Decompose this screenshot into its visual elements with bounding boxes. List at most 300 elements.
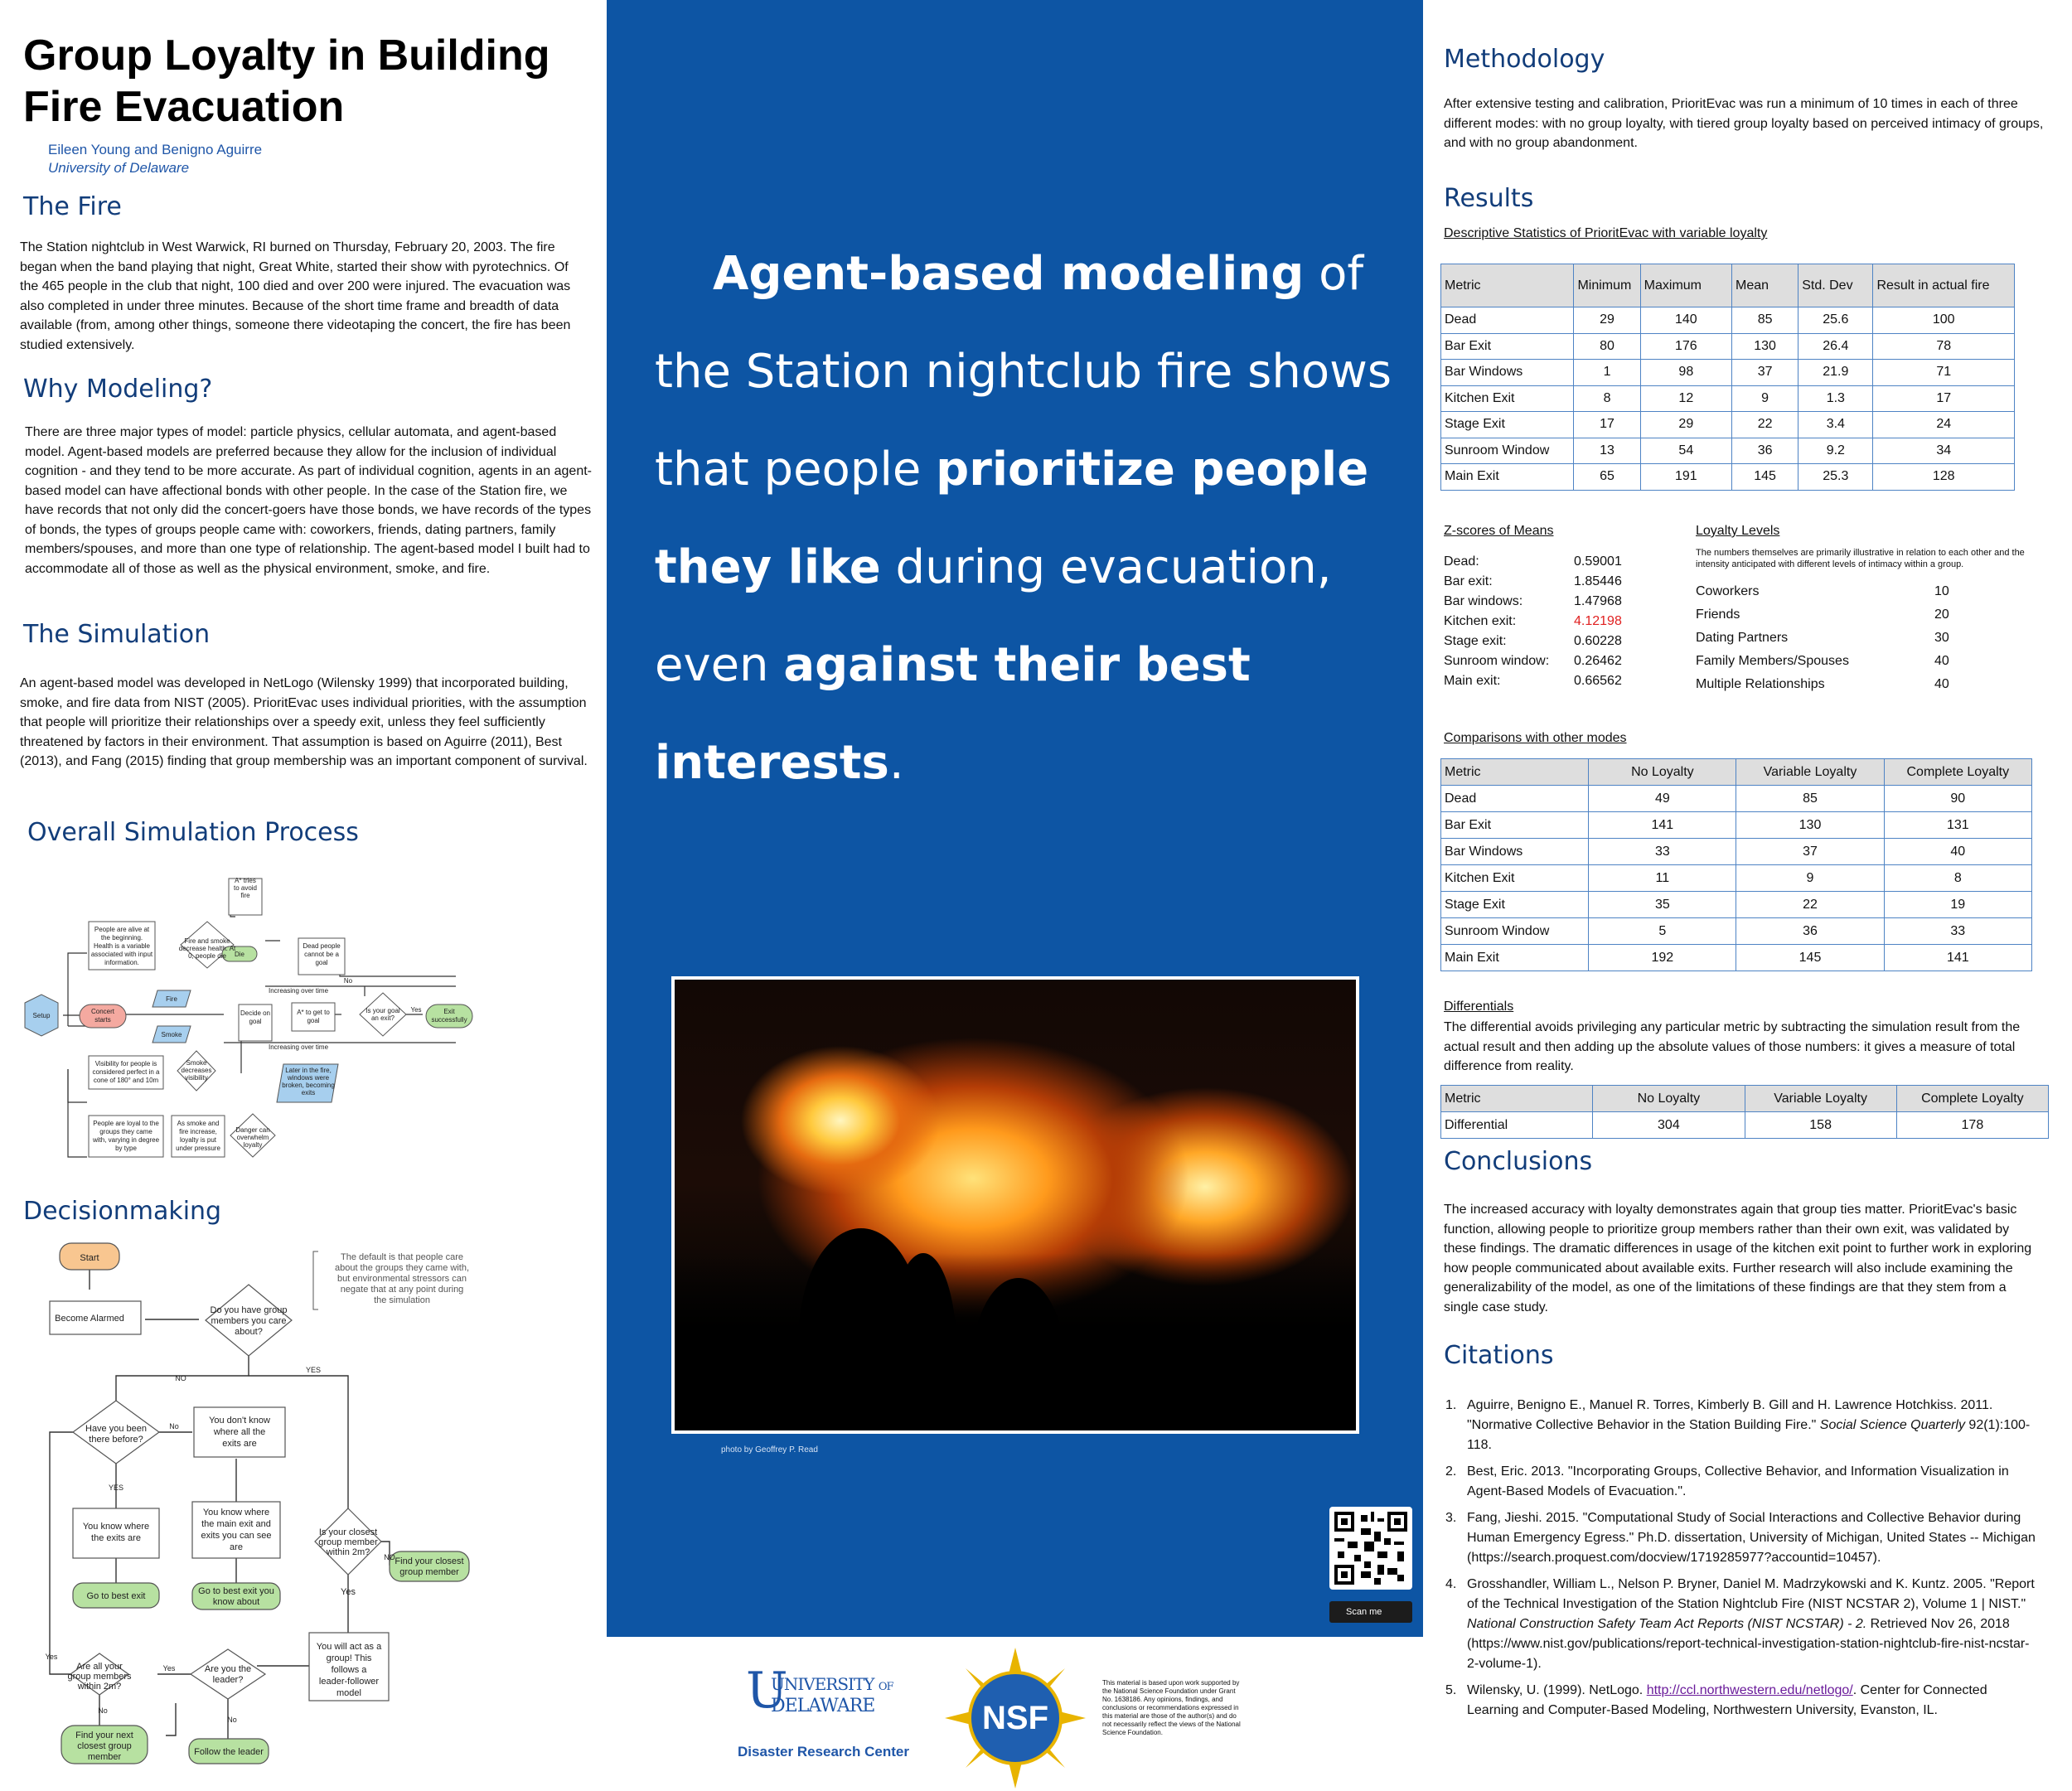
table-cell: 9 — [1736, 865, 1884, 892]
table-cell: 36 — [1731, 438, 1798, 464]
loyalty-value: 10 — [1934, 584, 1949, 598]
table-row — [1441, 839, 2032, 865]
table-cell: 1.3 — [1798, 385, 1873, 412]
process-node: Setup — [32, 1012, 51, 1019]
methodology-text: After extensive testing and calibration, PrioritEvac was run a minimum of 10 times in each of three different modes: with no group loyalty, with tiered group loyalty based on perceived intimacy of groups, and with no group abandonment. — [1444, 97, 2044, 150]
citation-text: 92(1):100-118. — [1467, 1418, 2031, 1452]
process-node: Is your goal — [366, 1007, 400, 1014]
table-row — [1441, 438, 2015, 464]
decision-node: negate that at any point during — [340, 1285, 464, 1295]
zscore-row — [1444, 572, 1651, 592]
decision-node: model — [336, 1688, 361, 1698]
table-header: Variable Loyalty — [1736, 759, 1884, 786]
table-cell: 29 — [1574, 307, 1640, 334]
decision-node: You know where — [82, 1522, 150, 1532]
table-cell: 3.4 — [1798, 412, 1873, 438]
zscore-value: 4.12198 — [1574, 614, 1622, 628]
table-header-row — [1441, 759, 2032, 786]
citation-item — [1445, 1681, 2036, 1721]
table-cell: 22 — [1736, 892, 1884, 918]
citation-text: Fang, Jieshi. 2015. "Computational Study of Social Interactions and Collective Behavior during Human Emergency Egress." Ph.D. dissertation, University of Michigan, United States -- Michigan (https://search.proquest.com/docview/1719285977?accountid=10457). — [1467, 1511, 2036, 1565]
citation-number: 2. — [1445, 1464, 1457, 1479]
process-node: exits — [301, 1089, 316, 1096]
table-cell: 37 — [1731, 360, 1798, 386]
comparisons-table — [1440, 758, 2032, 971]
process-node: loyalty — [243, 1141, 263, 1149]
results-caption: Descriptive Statistics of PrioritEvac with variable loyalty — [1444, 226, 1768, 240]
process-node: an exit? — [370, 1014, 395, 1022]
table-cell: 34 — [1873, 438, 2015, 464]
table-cell: 65 — [1574, 464, 1640, 491]
zscores-caption: Z-scores of Means — [1444, 524, 1554, 538]
headline — [655, 225, 1401, 812]
table-cell: 33 — [1884, 918, 2031, 945]
zscore-label: Dead: — [1444, 554, 1479, 569]
table-cell: 37 — [1736, 839, 1884, 865]
differentials-text: The differential avoids privileging any particular metric by subtracting the simulation result from the actual result and then adding up the absolute values of those numbers: it gives a measure of total difference from reality. — [1444, 1020, 2021, 1073]
table-cell: 78 — [1873, 333, 2015, 360]
decision-node: member — [87, 1752, 122, 1762]
zscore-label: Bar windows: — [1444, 594, 1523, 608]
citation-link[interactable]: http://ccl.northwestern.edu/netlogo/ — [1646, 1683, 1853, 1697]
differentials-table — [1440, 1085, 2049, 1139]
citation-number: 1. — [1445, 1398, 1457, 1412]
table-row — [1441, 307, 2015, 334]
citation-item — [1445, 1575, 2036, 1674]
table-cell: 13 — [1574, 438, 1640, 464]
table-cell: Stage Exit — [1441, 892, 1589, 918]
results-table — [1440, 264, 2015, 491]
table-cell: Bar Exit — [1441, 812, 1589, 839]
process-node: Increasing over time — [268, 987, 329, 995]
process-node: Fire and smoke — [184, 937, 230, 945]
decision-node: group members — [67, 1672, 132, 1682]
process-node: starts — [94, 1016, 111, 1024]
table-cell: 141 — [1589, 812, 1736, 839]
loyalty-label: Friends — [1696, 607, 1740, 622]
process-flowchart — [0, 862, 597, 1177]
process-node: decreases — [181, 1067, 212, 1074]
decision-node: but environmental stressors can — [337, 1274, 467, 1284]
process-node: No — [343, 977, 353, 985]
drc-label: Disaster Research Center — [738, 1744, 909, 1760]
process-node: successfully — [431, 1016, 467, 1024]
process-node: visibility — [185, 1074, 208, 1082]
table-cell: 191 — [1640, 464, 1731, 491]
citation-text: Grosshandler, William L., Nelson P. Bryner, Daniel M. Madrzykowski and K. Kuntz. 2005. "Report of the Technical Investigation of the Station Nightclub Fire (NIST NCSTAR 2), Volume 1 | NIST." — [1467, 1577, 2035, 1611]
citations-heading: Citations — [1444, 1341, 1554, 1370]
table-cell: Sunroom Window — [1441, 918, 1589, 945]
process-node: People are loyal to the — [93, 1120, 159, 1127]
table-row — [1441, 812, 2032, 839]
table-cell: 8 — [1574, 385, 1640, 412]
zscore-row — [1444, 671, 1651, 691]
decision-node: Yes — [341, 1587, 356, 1597]
decision-node: closest group — [77, 1741, 132, 1751]
headline-part: of the Station nightclub fire shows that people — [655, 247, 1392, 496]
differentials-caption: Differentials — [1444, 1000, 1514, 1014]
table-cell: Bar Exit — [1441, 333, 1574, 360]
table-row — [1441, 333, 2015, 360]
ud-logo-text: OF — [878, 1681, 893, 1693]
decision-node: Become Alarmed — [55, 1314, 124, 1324]
table-row — [1441, 945, 2032, 971]
citation-item — [1445, 1396, 2036, 1455]
decision-node: Are all your — [76, 1662, 123, 1672]
decision-node: exits are — [222, 1439, 257, 1449]
process-node: with, varying in degree — [92, 1136, 160, 1144]
decision-node: within 2m? — [77, 1682, 122, 1692]
table-cell: 128 — [1873, 464, 2015, 491]
decision-node: The default is that people care — [341, 1252, 463, 1262]
headline-part: during evacuation, even — [655, 540, 1332, 692]
loyalty-list — [1696, 580, 1978, 696]
decision-node: the exits are — [91, 1533, 141, 1543]
citation-item — [1445, 1462, 2036, 1502]
decision-node: about the groups they came with, — [334, 1263, 470, 1273]
citation-number: 3. — [1445, 1511, 1457, 1525]
loyalty-row — [1696, 650, 1978, 673]
zscore-value: 1.47968 — [1574, 594, 1622, 608]
table-header: Result in actual fire — [1873, 264, 2015, 307]
decision-node: Start — [80, 1253, 99, 1263]
headline-part: Agent-based modeling — [713, 247, 1305, 301]
zscore-label: Kitchen exit: — [1444, 614, 1517, 628]
nsf-logo — [945, 1648, 1086, 1789]
process-node: Fire — [166, 995, 177, 1003]
table-cell: 304 — [1593, 1112, 1745, 1139]
table-cell: 85 — [1731, 307, 1798, 334]
table-cell: 33 — [1589, 839, 1736, 865]
table-header: Maximum — [1640, 264, 1731, 307]
zscore-row — [1444, 552, 1651, 572]
decision-node: No — [98, 1706, 108, 1715]
conclusions-text: The increased accuracy with loyalty demonstrates again that group ties matter. PrioritEvac's basic function, allowing people to prioritize group members rather than their own exit, was validated by these findings. The dramatic differences in usage of the kitchen exit point to further work in exploring how people communicated about available exits. Further research will also include examining the generalizability of the model, as one of the limitations of these findings are that they stem from a single case study. — [1444, 1203, 2032, 1314]
table-cell: 90 — [1884, 786, 2031, 812]
decision-node: the main exit and — [201, 1519, 271, 1529]
decision-node: Go to best exit — [86, 1591, 146, 1601]
decision-node: group member — [318, 1537, 378, 1547]
scan-me-label[interactable]: Scan me — [1329, 1601, 1412, 1623]
headline-part: . — [888, 736, 904, 790]
table-cell: 12 — [1640, 385, 1731, 412]
loyalty-label: Coworkers — [1696, 584, 1760, 598]
decision-node: leader? — [212, 1675, 244, 1685]
fire-photo — [671, 976, 1359, 1434]
process-node: cone of 180° and 10m — [93, 1077, 159, 1084]
table-cell: Main Exit — [1441, 464, 1574, 491]
process-node: cannot be a — [304, 951, 339, 958]
table-header: Variable Loyalty — [1745, 1086, 1896, 1112]
decision-node: group member — [399, 1567, 459, 1577]
process-node: Visibility for people is — [94, 1060, 157, 1067]
table-cell: Kitchen Exit — [1441, 865, 1589, 892]
process-node: groups they came — [99, 1128, 152, 1135]
table-cell: 130 — [1731, 333, 1798, 360]
zscore-value: 0.66562 — [1574, 674, 1622, 688]
table-cell: Bar Windows — [1441, 360, 1574, 386]
methodology-heading: Methodology — [1444, 45, 1605, 74]
simulation-text: An agent-based model was developed in NetLogo (Wilensky 1999) that incorporated building, smoke, and fire data from NIST (2005). PrioritEvac uses individual priorities, with the assumption that people will prioritize their relationships over a speedy exit, unless they feel sufficiently threatened by factors in their environment. That assumption is based on Aguirre (2011), Best (2013), and Fang (2015) finding that group membership was an important component of survival. — [20, 676, 588, 768]
table-cell: 192 — [1589, 945, 1736, 971]
decision-node: within 2m? — [326, 1547, 370, 1557]
table-header-row — [1441, 1086, 2049, 1112]
decision-node: follows a — [331, 1665, 367, 1675]
process-node: to avoid — [233, 884, 258, 892]
loyalty-label: Multiple Relationships — [1696, 677, 1825, 691]
process-node: under pressure — [176, 1145, 220, 1152]
process-node: fire increase, — [179, 1128, 217, 1135]
citation-item — [1445, 1508, 2036, 1568]
decision-node: there before? — [89, 1435, 143, 1445]
table-cell: 36 — [1736, 918, 1884, 945]
loyalty-value: 40 — [1934, 677, 1949, 691]
process-node: Concert — [90, 1008, 115, 1015]
table-cell: 49 — [1589, 786, 1736, 812]
decision-node: You know where — [202, 1508, 270, 1518]
process-node: decrease health. At — [178, 945, 236, 952]
loyalty-value: 20 — [1934, 607, 1949, 622]
table-header: Std. Dev — [1798, 264, 1873, 307]
process-node: Yes — [410, 1006, 422, 1014]
table-cell: 21.9 — [1798, 360, 1873, 386]
why-heading: Why Modeling? — [23, 375, 213, 404]
qr-code-icon[interactable] — [1329, 1507, 1412, 1590]
table-cell: 25.6 — [1798, 307, 1873, 334]
process-node: A* tries — [235, 877, 256, 884]
process-node: loyalty is put — [179, 1136, 217, 1144]
loyalty-row — [1696, 627, 1978, 650]
process-node: Increasing over time — [268, 1043, 329, 1051]
table-cell: 17 — [1873, 385, 2015, 412]
ud-logo-text: UNIVERSITY — [771, 1674, 874, 1694]
decision-node: about? — [235, 1327, 263, 1337]
results-heading: Results — [1444, 184, 1534, 213]
decision-heading: Decisionmaking — [23, 1197, 222, 1226]
table-cell: 9 — [1731, 385, 1798, 412]
table-cell: Kitchen Exit — [1441, 385, 1574, 412]
simulation-heading: The Simulation — [23, 620, 211, 649]
table-row — [1441, 865, 2032, 892]
process-node: Die — [234, 951, 245, 958]
loyalty-row — [1696, 603, 1978, 627]
why-text: There are three major types of model: particle physics, cellular automata, and agent-based model. Agent-based models are preferred because they allow for the inclusion of individual cognition - and they tend to be more accurate. As part of individual cognition, agents in an agent-based model can have affectional bonds with other people. In the case of the Station fire, we have records that not only did the concert-goers have those bonds, we have records of the types of bonds, the types of groups people came with: coworkers, friends, dating partners, family members/spouses, and more than one type of relationship. The agent-based model I built had to accommodate all of those as well as the physical environment, smoke, and fire. — [25, 425, 592, 576]
zscore-row — [1444, 651, 1651, 671]
table-cell: Differential — [1441, 1112, 1593, 1139]
zscore-label: Sunroom window: — [1444, 654, 1550, 668]
table-header: Metric — [1441, 1086, 1593, 1112]
process-node: overwhelm — [236, 1134, 269, 1141]
zscore-label: Main exit: — [1444, 674, 1501, 688]
fire-text: The Station nightclub in West Warwick, RI burned on Thursday, February 20, 2003. The fire began when the band playing that night, Great White, started their show with pyrotechnics. Of the 465 people in the club that night, 100 died and over 200 were injured. The evacuation was also completed in under three minutes. Because of the short time frame and breadth of data available (from, among other things, someone there videotaping the concert, the fire has been studied extensively. — [20, 240, 571, 352]
table-cell: 85 — [1736, 786, 1884, 812]
table-header-row — [1441, 264, 2015, 307]
process-node: goal — [307, 1017, 320, 1024]
process-node: fire — [240, 892, 250, 899]
affiliation: University of Delaware — [48, 160, 190, 176]
table-row — [1441, 360, 2015, 386]
author-block — [48, 141, 262, 177]
table-cell: 145 — [1731, 464, 1798, 491]
table-cell: 24 — [1873, 412, 2015, 438]
table-header: No Loyalty — [1589, 759, 1736, 786]
process-node: Exit — [443, 1008, 455, 1015]
process-node: Later in the fire, — [285, 1067, 332, 1074]
decision-node: YES — [108, 1484, 124, 1492]
table-row — [1441, 918, 2032, 945]
process-node: goal — [249, 1018, 262, 1025]
table-cell: 22 — [1731, 412, 1798, 438]
decision-node: Do you have group — [210, 1305, 288, 1315]
decision-node: Are you the — [204, 1664, 252, 1674]
decision-node: Yes — [45, 1653, 58, 1661]
process-node: considered perfect in a — [92, 1068, 160, 1076]
table-cell: 40 — [1884, 839, 2031, 865]
citation-text: Aguirre, Benigno E., Manuel R. Torres, Kimberly B. Gill and H. Lawrence Hotchkiss. 2011. "Normative Collective Behavior in the Station Building Fire." — [1467, 1398, 1993, 1432]
table-cell: 130 — [1736, 812, 1884, 839]
process-node: Smoke — [186, 1059, 207, 1067]
decision-node: members you care — [211, 1316, 287, 1326]
process-node: broken, becoming — [282, 1082, 335, 1089]
loyalty-note: The numbers themselves are primarily illustrative in relation to each other and the intensity anticipated with different levels of intimacy within a group. — [1696, 548, 2025, 569]
citation-source: National Construction Safety Team Act Reports (NIST NCSTAR) - 2. — [1467, 1617, 1867, 1631]
table-cell: 131 — [1884, 812, 2031, 839]
decision-node: Is your closest — [318, 1527, 378, 1537]
decision-node: Find your next — [75, 1730, 133, 1740]
process-node: People are alive at — [94, 926, 150, 933]
table-row — [1441, 464, 2015, 491]
zscore-row — [1444, 592, 1651, 612]
process-node: Decide on — [240, 1009, 271, 1017]
zscore-value: 0.60228 — [1574, 634, 1622, 648]
process-node: As smoke and — [177, 1120, 220, 1127]
citation-text: Best, Eric. 2013. "Incorporating Groups, Collective Behavior, and Information Visualization in Agent-Based Models of Evacuation.". — [1467, 1464, 2009, 1498]
table-header: Minimum — [1574, 264, 1640, 307]
table-row — [1441, 1112, 2049, 1139]
table-cell: Dead — [1441, 307, 1574, 334]
process-node: 0, people die — [188, 952, 226, 960]
ud-logo-text: DELAWARE — [771, 1696, 875, 1716]
conclusions-heading: Conclusions — [1444, 1147, 1593, 1176]
decision-node: group! This — [326, 1653, 372, 1663]
loyalty-value: 40 — [1934, 654, 1949, 668]
headline-part: against their best interests — [655, 638, 1251, 790]
table-header: No Loyalty — [1593, 1086, 1745, 1112]
process-node: Health is a variable — [93, 942, 151, 950]
table-cell: Sunroom Window — [1441, 438, 1574, 464]
table-cell: 80 — [1574, 333, 1640, 360]
table-cell: 5 — [1589, 918, 1736, 945]
process-node: the beginning. — [100, 934, 143, 941]
process-node: Smoke — [161, 1031, 182, 1038]
citation-text: Wilensky, U. (1999). NetLogo. — [1467, 1683, 1647, 1697]
table-cell: 8 — [1884, 865, 2031, 892]
decision-node: Have you been — [85, 1424, 147, 1434]
table-header: Mean — [1731, 264, 1798, 307]
process-node: Danger can — [235, 1126, 270, 1134]
table-cell: 71 — [1873, 360, 2015, 386]
citation-source: Social Science Quarterly — [1819, 1418, 1965, 1432]
table-cell: 1 — [1574, 360, 1640, 386]
citation-number: 5. — [1445, 1683, 1457, 1697]
citation-text: . Center for Connected Learning and Computer-Based Modeling, Northwestern University, Evanston, IL. — [1467, 1683, 1987, 1717]
comparisons-caption: Comparisons with other modes — [1444, 731, 1627, 745]
table-header: Metric — [1441, 264, 1574, 307]
decision-node: Yes — [162, 1664, 176, 1672]
decision-node: No — [169, 1422, 179, 1430]
zscore-row — [1444, 612, 1651, 632]
zscore-value: 0.26462 — [1574, 654, 1622, 668]
citation-number: 4. — [1445, 1577, 1457, 1591]
table-cell: 140 — [1640, 307, 1731, 334]
process-node: information. — [104, 959, 139, 966]
table-cell: 26.4 — [1798, 333, 1873, 360]
decision-node: YES — [305, 1366, 322, 1374]
zscore-value: 0.59001 — [1574, 554, 1622, 569]
table-cell: 145 — [1736, 945, 1884, 971]
table-row — [1441, 786, 2032, 812]
decision-node: know about — [212, 1597, 260, 1607]
decision-flowchart — [0, 1235, 597, 1782]
table-cell: 19 — [1884, 892, 2031, 918]
process-node: windows were — [287, 1074, 330, 1082]
headline-part: prioritize people they like — [655, 443, 1369, 594]
photo-credit: photo by Geoffrey P. Read — [721, 1445, 818, 1455]
table-row — [1441, 892, 2032, 918]
table-cell: Stage Exit — [1441, 412, 1574, 438]
table-cell: Bar Windows — [1441, 839, 1589, 865]
table-cell: Main Exit — [1441, 945, 1589, 971]
citation-list — [1445, 1396, 2036, 1727]
table-header: Metric — [1441, 759, 1589, 786]
table-row — [1441, 385, 2015, 412]
loyalty-label: Dating Partners — [1696, 631, 1789, 645]
loyalty-row — [1696, 580, 1978, 603]
loyalty-label: Family Members/Spouses — [1696, 654, 1849, 668]
citation-text: Retrieved Nov 26, 2018 (https://www.nist.gov/publications/report-technical-investigation-station-nightclub-fire-nist-ncstar-2-volume-1). — [1467, 1617, 2030, 1671]
table-cell: 100 — [1873, 307, 2015, 334]
process-node: goal — [315, 959, 328, 966]
poster-title: Group Loyalty in Building Fire Evacuation — [23, 31, 550, 131]
table-cell: 178 — [1896, 1112, 2048, 1139]
process-node: A* to get to — [297, 1009, 330, 1016]
zscores-list — [1444, 552, 1651, 691]
decision-node: are — [230, 1542, 243, 1552]
ud-logo: U UNIVERSITY OF DELAWARE Disaster Research Center — [738, 1662, 909, 1760]
zscore-value: 1.85446 — [1574, 574, 1622, 588]
table-cell: 25.3 — [1798, 464, 1873, 491]
decision-node: exits you can see — [201, 1531, 272, 1541]
zscore-label: Bar exit: — [1444, 574, 1493, 588]
zscore-row — [1444, 632, 1651, 651]
decision-node: NO — [384, 1553, 395, 1561]
table-cell: 141 — [1884, 945, 2031, 971]
decision-node: Go to best exit you — [198, 1586, 274, 1596]
table-cell: 98 — [1640, 360, 1731, 386]
decision-node: leader-follower — [318, 1677, 380, 1687]
process-node: by type — [115, 1145, 137, 1152]
table-cell: 35 — [1589, 892, 1736, 918]
table-header: Complete Loyalty — [1884, 759, 2031, 786]
decision-node: Follow the leader — [194, 1747, 264, 1757]
process-heading: Overall Simulation Process — [27, 818, 359, 847]
table-cell: 158 — [1745, 1112, 1896, 1139]
fire-heading: The Fire — [23, 192, 122, 221]
authors: Eileen Young and Benigno Aguirre — [48, 142, 263, 157]
table-header: Complete Loyalty — [1896, 1086, 2048, 1112]
table-cell: Dead — [1441, 786, 1589, 812]
table-cell: 176 — [1640, 333, 1731, 360]
